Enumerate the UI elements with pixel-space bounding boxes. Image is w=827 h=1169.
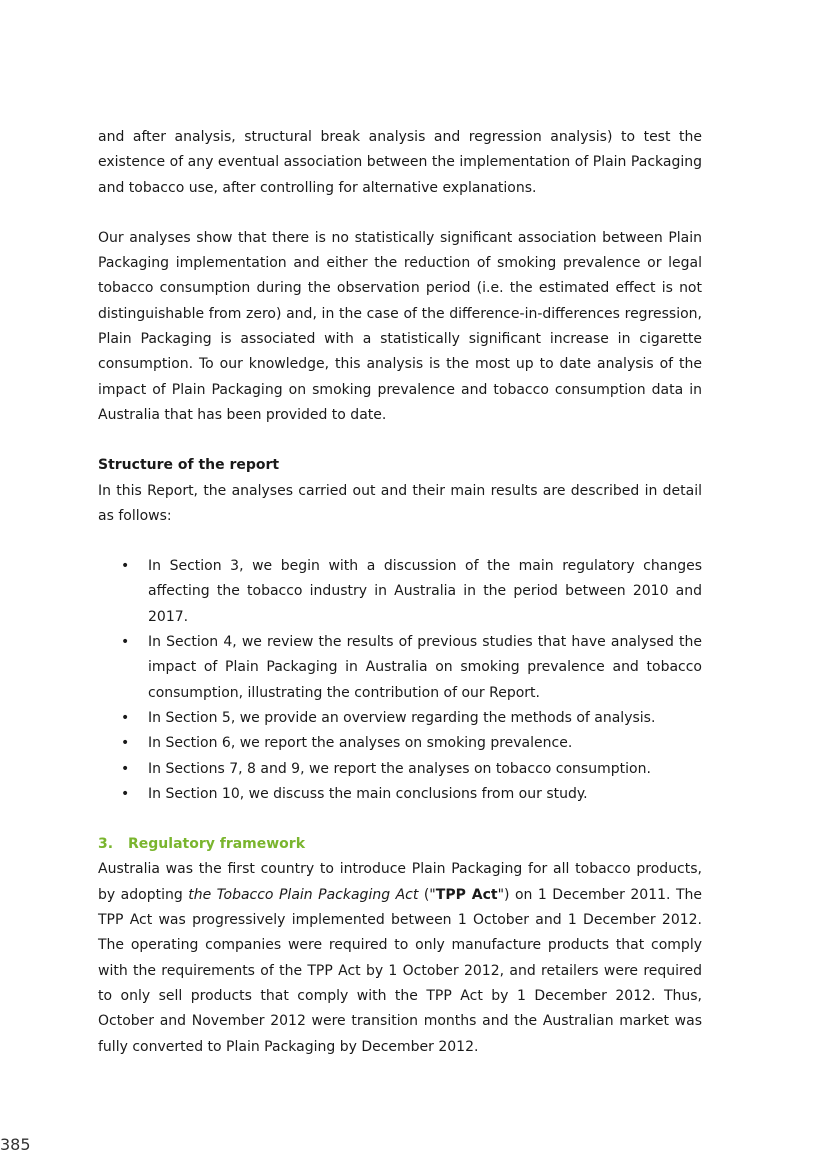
bullet-icon: •: [121, 785, 130, 802]
list-item: [98, 630, 702, 706]
bullet-icon: •: [121, 735, 130, 752]
act-abbreviation-bold: TPP Act: [435, 886, 498, 903]
text-run: (": [418, 886, 436, 903]
paragraph-findings: Our analyses show that there is no statistically significant association between Plain Packaging implementation and either the reduction of smoking prevalence or legal tobacco consumption during the observation period (i.e. the estimated effect is not distinguishable from zero) and, in the case of the difference-in-differences regression, Plain Packaging is associated with a statistically significant increase in cigarette consumption. To our knowledge, this analysis is the most up to date analysis of the impact of Plain Packaging on smoking prevalence and tobacco consumption data in Australia that has been provided to date.: [98, 229, 702, 423]
list-item: [98, 782, 702, 807]
spacer: [98, 428, 702, 453]
act-title-italic: the Tobacco Plain Packaging Act: [188, 886, 419, 903]
list-item-text: In Section 10, we discuss the main conclusions from our study.: [148, 785, 588, 802]
section-number: 3.: [98, 836, 114, 853]
bullet-icon: •: [121, 558, 130, 575]
spacer: [98, 529, 702, 554]
text-run: Australia was the first country to introduce Plain Packaging for all tobacco products, by adopting: [98, 861, 702, 903]
structure-intro: In this Report, the analyses carried out and their main results are described in detail as follows:: [98, 482, 702, 524]
section-title: [98, 832, 702, 857]
section-title-text: Regulatory framework: [128, 836, 306, 853]
document-body: [98, 125, 702, 1060]
list-item: [98, 757, 702, 782]
list-item-text: In Section 4, we review the results of previous studies that have analysed the impact of Plain Packaging in Australia on smoking prevalence and tobacco consumption, illustrating the contribution of our Report.: [148, 634, 702, 701]
bullet-icon: •: [121, 634, 130, 651]
list-item: [98, 731, 702, 756]
paragraph-intro: and after analysis, structural break analysis and regression analysis) to test the existence of any eventual association between the implementation of Plain Packaging and tobacco use, after controlling for alternative explanations.: [98, 129, 702, 196]
structure-list: [98, 554, 702, 807]
page-number: 385: [0, 1135, 31, 1154]
structure-heading: Structure of the report: [98, 457, 280, 474]
section-paragraph: [98, 857, 702, 1059]
list-item-text: In Section 5, we provide an overview regarding the methods of analysis.: [148, 709, 656, 726]
list-item-text: In Section 6, we report the analyses on smoking prevalence.: [148, 735, 573, 752]
list-item: [98, 706, 702, 731]
list-item-text: In Sections 7, 8 and 9, we report the analyses on tobacco consumption.: [148, 760, 651, 777]
list-item-text: In Section 3, we begin with a discussion of the main regulatory changes affecting the tobacco industry in Australia in the period between 2010 and 2017.: [148, 558, 702, 625]
bullet-icon: •: [121, 709, 130, 726]
bullet-icon: •: [121, 760, 130, 777]
list-item: [98, 554, 702, 630]
text-run: ") on 1 December 2011. The TPP Act was progressively implemented between 1 October and 1 December 2012. The operating companies were required to only manufacture products that comply with the requirements of the TPP Act by 1 October 2012, and retailers were required to only sell products that comply with the TPP Act by 1 December 2012. Thus, October and November 2012 were transition months and the Australian market was fully converted to Plain Packaging by December 2012.: [98, 886, 702, 1055]
spacer: [98, 201, 702, 226]
